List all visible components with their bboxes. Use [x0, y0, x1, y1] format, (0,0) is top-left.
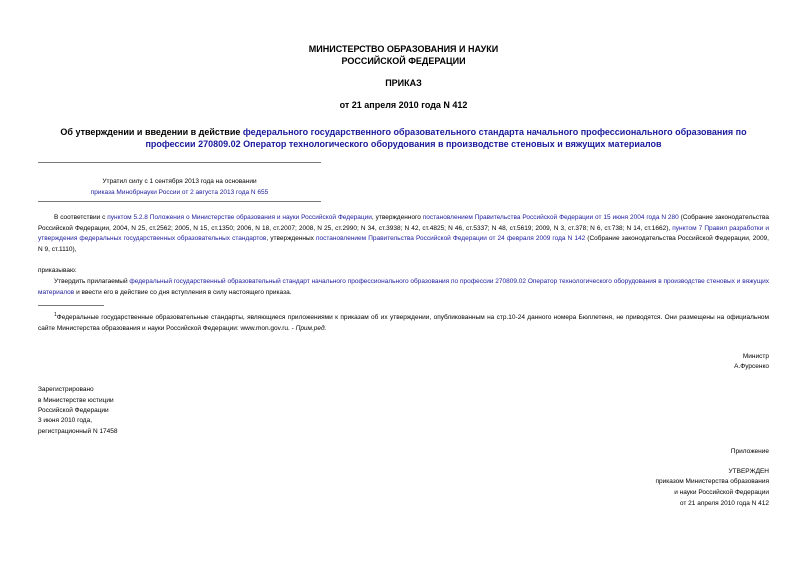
footnote-editor-note: Прим.ред. [295, 324, 327, 332]
footnote [38, 310, 769, 334]
registration-line4: 3 июня 2010 года, [38, 417, 93, 424]
appendix-approved: УТВЕРЖДЕН [728, 468, 769, 475]
document-date-number: от 21 апреля 2010 года N 412 [339, 100, 468, 110]
standard-link[interactable]: федеральный государственный образовательный стандарт начального профессионального образования по профессии 270809.02 Оператор технологического оборудования в производстве стеновых и вяжущих материалов [38, 278, 769, 296]
document-type: ПРИКАЗ [385, 78, 422, 88]
footnote-rule [38, 305, 104, 306]
order-paragraph [38, 277, 769, 298]
title-prefix: Об утверждении и введении в действие [60, 127, 243, 137]
registration-line2: в Министерстве юстиции [38, 397, 114, 404]
appendix-line1: приказом Министерства образования [655, 478, 769, 485]
preamble-text-1: В соответствии с [54, 214, 108, 221]
resolution-142-link[interactable]: постановлением Правительства Российской Федерации от 24 февраля 2009 года N 142 [316, 235, 586, 242]
signatory-name: А.Фурсенко [734, 363, 769, 370]
order-text-1: Утвердить прилагаемый [54, 278, 130, 285]
order-text-2: и ввести его в действие со дня вступления в силу настоящего приказа. [74, 288, 292, 296]
footnote-text: Федеральные государственные образовательные стандарты, являющиеся приложениями к приказам об их утверждении, опубликованным на стр.10-24 данного номера Бюллетеня, не приводятся. Они размещены на официальном сайте Министерства образования и науки Российской Федерации: www.mon.gov.ru. - [38, 314, 769, 332]
appendix-line2: и науки Российской Федерации [674, 489, 769, 496]
status-rule-bottom [38, 201, 321, 202]
ministry-name-line1: МИНИСТЕРСТВО ОБРАЗОВАНИЯ И НАУКИ [308, 44, 499, 54]
status-text: Утратил силу с 1 сентября 2013 года на основании [102, 178, 257, 185]
registration-line3: Российской Федерации [38, 407, 109, 414]
footnote-mark: 1 [54, 312, 57, 318]
ministry-name-line2: РОССИЙСКОЙ ФЕДЕРАЦИИ [341, 56, 466, 66]
repeal-order-link[interactable]: приказа Минобрнауки России от 2 августа 2013 года N 655 [90, 189, 269, 196]
registration-line5: регистрационный N 17458 [38, 428, 118, 435]
status-rule-top [38, 162, 321, 163]
preamble-text-2: , утвержденного [371, 214, 423, 221]
preamble-paragraph [38, 213, 769, 255]
title-standard-link[interactable]: федерального государственного образовательного стандарта начального профессионального образования по профессии 270809.02 Оператор технологического оборудования в производстве стеновых и вяжущих материалов [145, 127, 747, 149]
rules-point-7-link[interactable]: пунктом 7 Правил разработки и утверждения федеральных государственных образовательных стандартов [38, 224, 770, 242]
appendix-line3: от 21 апреля 2010 года N 412 [679, 500, 769, 507]
signatory-position: Министр [742, 353, 769, 360]
document-title [50, 126, 757, 150]
preamble-text-3: (Собрание законодательства Российской Федерации, 2004, N 25, ст.2562; 2005, N 15, ст.1350; 2006, N 18, ст.2007; 2008, N 25, ст.2990; N 34, ст.3938; N 42, ст.4825; N 46, ст.5337; N 48, ст.5619; 2009, N 3, ст.378; N 6, ст.738; N 14, ст.1662), [38, 214, 769, 232]
regulation-point-link[interactable]: пунктом 5.2.8 Положения о Министерстве образования и науки Российской Федерации [107, 214, 372, 221]
preamble-text-4: , утвержденных [266, 235, 316, 242]
appendix-label: Приложение [730, 448, 769, 455]
resolution-280-link[interactable]: постановлением Правительства Российской Федерации от 15 июня 2004 года N 280 [422, 214, 679, 221]
order-word: приказываю: [38, 267, 77, 274]
preamble-text-5: (Собрание законодательства Российской Федерации, 2009, N 9, ст.1110), [38, 235, 769, 253]
status-repeal-link[interactable] [38, 187, 321, 198]
registration-line1: Зарегистрировано [38, 386, 94, 393]
